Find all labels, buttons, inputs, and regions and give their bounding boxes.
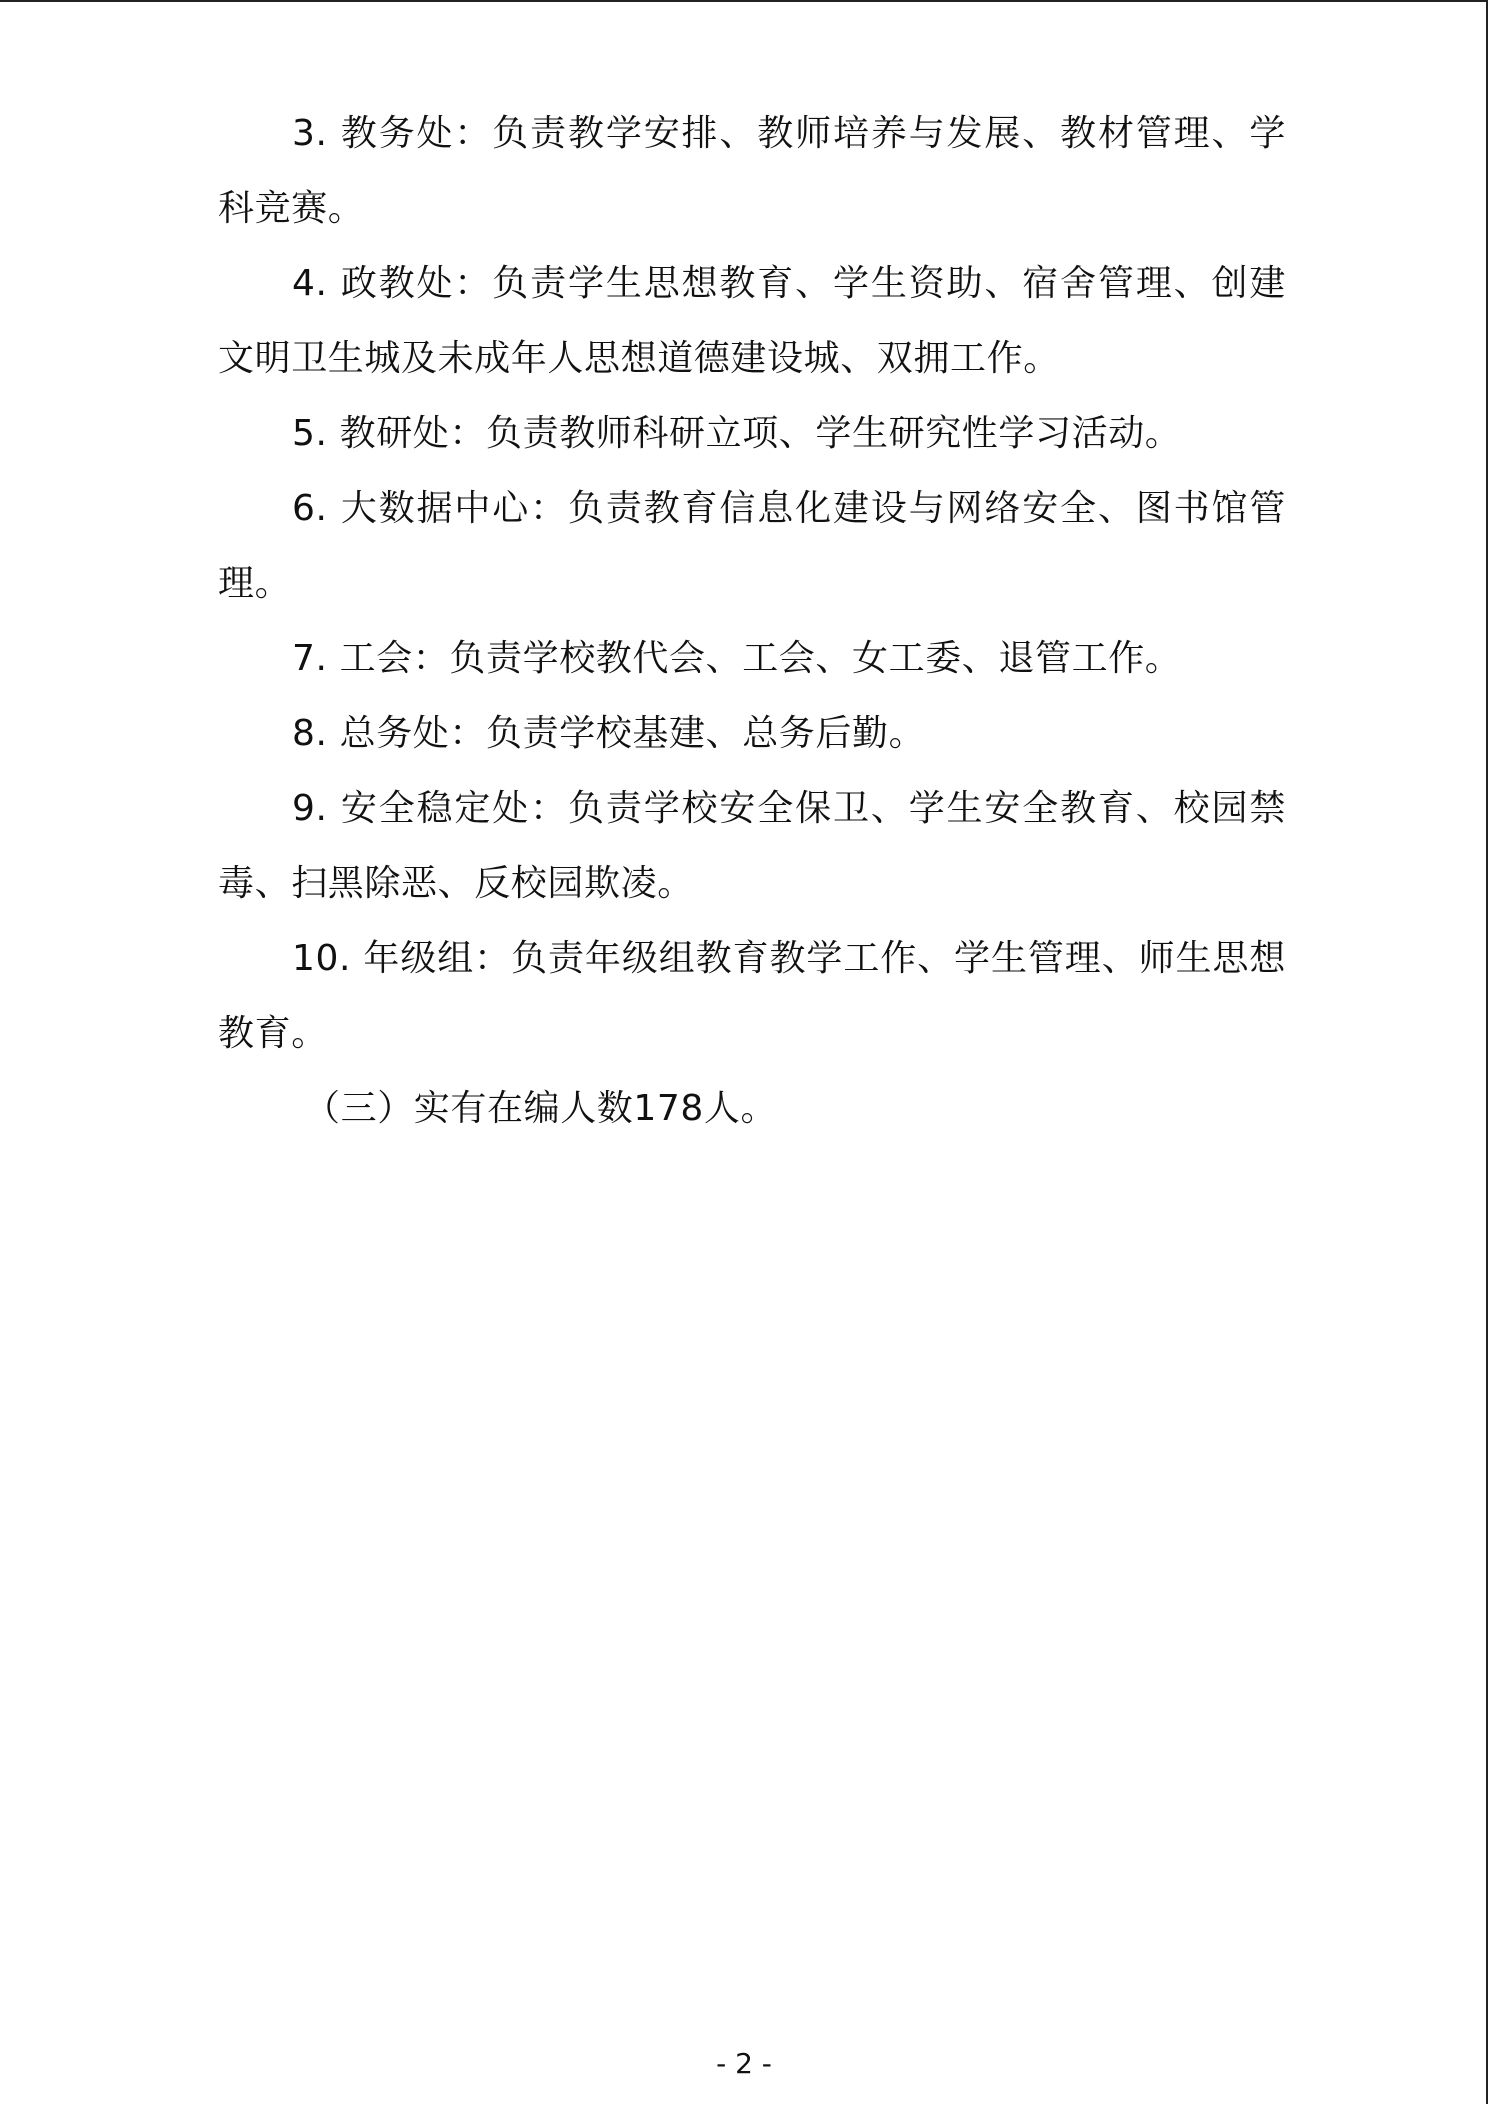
paragraph-zhengjiaochu: 4. 政教处：负责学生思想教育、学生资助、宿舍管理、创建文明卫生城及未成年人思想道德建设城、双拥工作。 [218,263,1286,379]
paragraph-jiaoyanchu: 5. 教研处：负责教师科研立项、学生研究性学习活动。 [292,413,1182,454]
page-number: - 2 - [716,2047,772,2080]
paragraph-big-data-center: 6. 大数据中心：负责教育信息化建设与网络安全、图书馆管理。 [218,488,1286,604]
paragraph-safety-office: 9. 安全稳定处：负责学校安全保卫、学生安全教育、校园禁毒、扫黑除恶、反校园欺凌。 [218,788,1286,904]
paragraph-staff-count: （三）实有在编人数178人。 [304,1088,778,1129]
paragraph-general-affairs: 8. 总务处：负责学校基建、总务后勤。 [292,713,926,754]
document-body [218,96,1286,1146]
page-top-border [0,0,1488,2]
paragraph-jiaowuchu: 3. 教务处：负责教学安排、教师培养与发展、教材管理、学科竞赛。 [218,113,1286,229]
paragraph-grade-group: 10. 年级组：负责年级组教育教学工作、学生管理、师生思想教育。 [218,938,1286,1054]
paragraph-union: 7. 工会：负责学校教代会、工会、女工委、退管工作。 [292,638,1182,679]
